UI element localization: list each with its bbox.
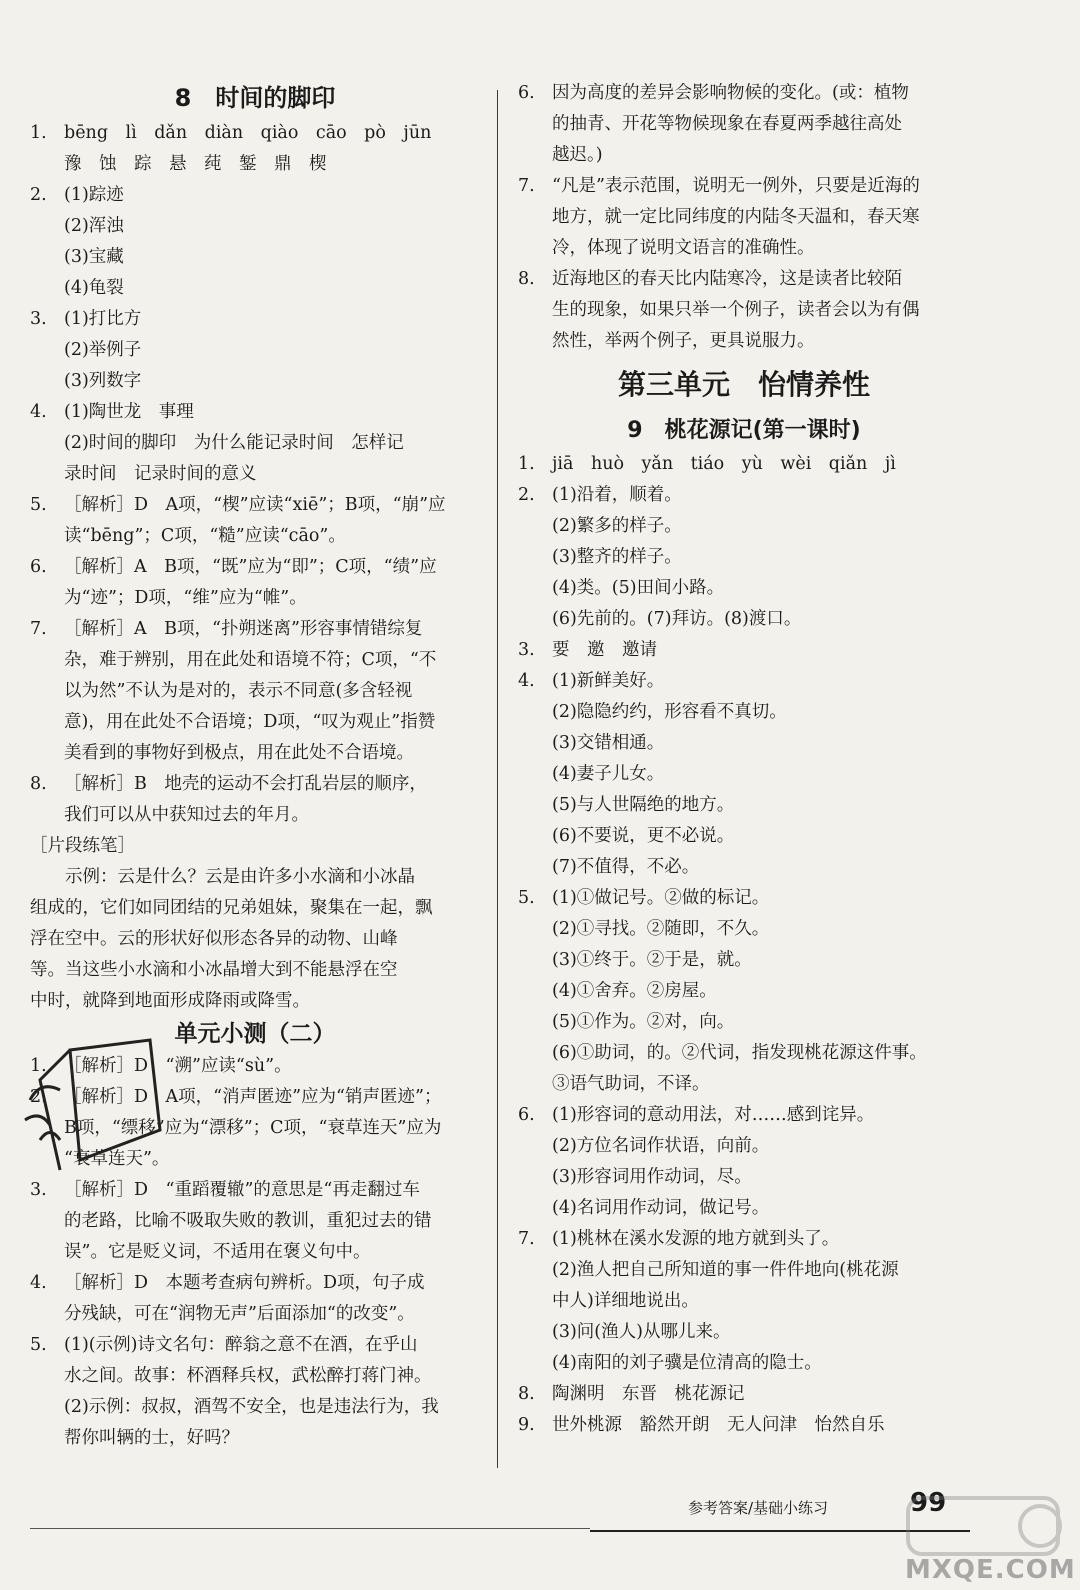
item-number: 2. <box>30 1087 47 1107</box>
answer-line <box>30 800 480 831</box>
answer-line <box>518 759 970 790</box>
answer-line <box>518 1193 970 1224</box>
answer-line <box>30 180 480 211</box>
item-number: 8. <box>518 1384 535 1404</box>
item-number: 1. <box>30 123 47 143</box>
answer-line <box>30 583 480 614</box>
answer-line <box>518 1069 970 1100</box>
paragraph-line: 组成的，它们如同团结的兄弟姐妹，聚集在一起，飘 <box>30 898 433 918</box>
answer-text: (6)先前的。(7)拜访。(8)渡口。 <box>552 609 802 629</box>
answer-line <box>518 295 970 326</box>
column-divider <box>497 90 498 1468</box>
item-number: 7. <box>518 1229 535 1249</box>
item-number: 9. <box>518 1415 535 1435</box>
answer-line <box>518 728 970 759</box>
answer-text: (1)沿着，顺着。 <box>552 485 682 505</box>
right-column <box>518 78 970 1441</box>
answer-text: 读“bēng”；C项，“糙”应读“cāo”。 <box>64 526 346 546</box>
answer-text: ［解析］D A项，“楔”应读“xiē”；B项，“崩”应 <box>64 495 446 515</box>
answer-line <box>30 769 480 800</box>
answer-text: 近海地区的春天比内陆寒冷，这是读者比较陌 <box>552 269 902 289</box>
answer-text: 以为然”不认为是对的，表示不同意(多含轻视 <box>64 681 413 701</box>
answer-text: 陶渊明 东晋 桃花源记 <box>552 1384 745 1404</box>
answer-text: ［解析］A B项，“扑朔迷离”形容事情错综复 <box>64 619 423 639</box>
item-number: 3. <box>30 1180 47 1200</box>
answer-line <box>30 490 480 521</box>
answer-line <box>30 521 480 552</box>
answer-line <box>518 480 970 511</box>
answer-line <box>518 821 970 852</box>
paragraph-line: 等。当这些小水滴和小冰晶增大到不能悬浮在空 <box>30 960 398 980</box>
lesson-9-title: 9 桃花源记(第一课时) <box>627 418 861 443</box>
answer-line <box>518 697 970 728</box>
answer-text: (6)不要说，更不必说。 <box>552 826 735 846</box>
answer-text: (3)形容词用作动词，尽。 <box>552 1167 752 1187</box>
answer-line <box>30 645 480 676</box>
answer-line <box>30 397 480 428</box>
answer-text: (2)方位名词作状语，向前。 <box>552 1136 770 1156</box>
answer-text: (1)打比方 <box>64 309 142 329</box>
answer-line <box>30 676 480 707</box>
item-number: 1. <box>518 454 535 474</box>
answer-line <box>30 1330 480 1361</box>
answer-line <box>30 335 480 366</box>
answer-line <box>518 1348 970 1379</box>
answer-text: 的抽青、开花等物候现象在春夏两季越往高处 <box>552 114 902 134</box>
answer-text: 录时间 记录时间的意义 <box>64 464 257 484</box>
lesson-9-answers <box>518 449 970 1441</box>
answer-line <box>30 149 480 180</box>
answer-text: (3)列数字 <box>64 371 142 391</box>
answer-line <box>518 1379 970 1410</box>
answer-line <box>518 1255 970 1286</box>
answer-line <box>518 202 970 233</box>
item-number: 4. <box>518 671 535 691</box>
answer-text: ［解析］B 地壳的运动不会打乱岩层的顺序， <box>64 774 427 794</box>
example-paragraph <box>30 862 480 1017</box>
answer-text: “衰草连天”。 <box>64 1149 170 1169</box>
answer-text: 然性，举两个例子，更具说服力。 <box>552 331 815 351</box>
answer-line <box>30 1268 480 1299</box>
item-number: 3. <box>518 640 535 660</box>
answer-line <box>30 366 480 397</box>
answer-line <box>518 1286 970 1317</box>
answer-line <box>30 118 480 149</box>
answer-text: ［解析］D “溯”应读“sù”。 <box>64 1056 292 1076</box>
item-number: 6. <box>518 83 535 103</box>
answer-line <box>518 1038 970 1069</box>
answer-text: 美看到的事物好到极点，用在此处不合语境。 <box>64 743 414 763</box>
answer-text: (2)时间的脚印 为什么能记录时间 怎样记 <box>64 433 404 453</box>
answer-text: 豫 蚀 踪 悬 莼 錾 鼎 楔 <box>64 154 327 174</box>
answer-text: jiā huò yǎn tiáo yù wèi qiǎn jì <box>552 454 896 474</box>
answer-text: (4)①舍弃。②房屋。 <box>552 981 717 1001</box>
item-number: 5. <box>30 495 47 515</box>
answer-text: (1)新鲜美好。 <box>552 671 665 691</box>
answer-text: (2)举例子 <box>64 340 142 360</box>
answer-text: 为“迹”；D项，“维”应为“帷”。 <box>64 588 307 608</box>
answer-line <box>30 1361 480 1392</box>
unit-3-title: 第三单元 怡情养性 <box>617 368 870 401</box>
answer-line <box>518 78 970 109</box>
answer-text: 世外桃源 豁然开朗 无人问津 怡然自乐 <box>552 1415 885 1435</box>
answer-text: 意)，用在此处不合语境；D项，“叹为观止”指赞 <box>64 712 436 732</box>
item-number: 7. <box>518 176 535 196</box>
answer-text: (6)①助词，的。②代词，指发现桃花源这件事。 <box>552 1043 927 1063</box>
item-number: 4. <box>30 402 47 422</box>
answer-line <box>30 1392 480 1423</box>
answer-text: 地方，就一定比同纬度的内陆冬天温和，春天寒 <box>552 207 920 227</box>
lesson-8-title: 8 时间的脚印 <box>174 84 336 112</box>
answer-line <box>30 614 480 645</box>
answer-line <box>518 109 970 140</box>
paragraph-line: 中时，就降到地面形成降雨或降雪。 <box>30 991 310 1011</box>
answer-text: (2)浑浊 <box>64 216 124 236</box>
answer-line <box>518 171 970 202</box>
answer-text: (5)①作为。②对，向。 <box>552 1012 735 1032</box>
answer-text: ［解析］A B项，“既”应为“即”；C项，“绩”应 <box>64 557 437 577</box>
answer-line <box>30 273 480 304</box>
answer-line <box>30 1206 480 1237</box>
item-number: 4. <box>30 1273 47 1293</box>
paragraph-line: 示例：云是什么？云是由许多小水滴和小冰晶 <box>30 867 415 887</box>
answer-line <box>518 1410 970 1441</box>
answer-line <box>30 707 480 738</box>
answer-line <box>518 1131 970 1162</box>
answer-text: (1)桃林在溪水发源的地方就到头了。 <box>552 1229 840 1249</box>
item-number: 6. <box>518 1105 535 1125</box>
answer-text: ［解析］D 本题考查病句辨析。D项，句子成 <box>64 1273 425 1293</box>
answer-line <box>30 738 480 769</box>
item-number: 8. <box>30 774 47 794</box>
paragraph-line: 浮在空中。云的形状好似形态各异的动物、山峰 <box>30 929 398 949</box>
continued-answers <box>518 78 970 357</box>
answer-line <box>30 459 480 490</box>
answer-text: 因为高度的差异会影响物候的变化。(或：植物 <box>552 83 909 103</box>
answer-text: (7)不值得，不必。 <box>552 857 700 877</box>
answer-text: (1)踪迹 <box>64 185 124 205</box>
item-number: 7. <box>30 619 47 639</box>
answer-text: (4)妻子儿女。 <box>552 764 665 784</box>
answer-line <box>518 883 970 914</box>
answer-text: (4)名词用作动词，做记号。 <box>552 1198 770 1218</box>
answer-line <box>518 542 970 573</box>
answer-line <box>30 552 480 583</box>
answer-line <box>518 233 970 264</box>
answer-text: 水之间。故事：杯酒释兵权，武松醉打蒋门神。 <box>64 1366 432 1386</box>
answer-line <box>518 945 970 976</box>
answer-text: (1)①做记号。②做的标记。 <box>552 888 770 908</box>
answer-text: (2)示例：叔叔，酒驾不安全，也是违法行为，我 <box>64 1397 439 1417</box>
answer-line <box>518 1162 970 1193</box>
answer-line <box>518 326 970 357</box>
answer-text: 生的现象，如果只举一个例子，读者会以为有偶 <box>552 300 920 320</box>
answer-text: ③语气助词，不译。 <box>552 1074 710 1094</box>
answer-text: (4)类。(5)田间小路。 <box>552 578 725 598</box>
item-number: 3. <box>30 309 47 329</box>
answer-line <box>30 211 480 242</box>
answer-text: 帮你叫辆的士，好吗？ <box>64 1428 239 1448</box>
answer-line <box>518 1100 970 1131</box>
answer-line <box>518 914 970 945</box>
answer-line <box>518 852 970 883</box>
answer-text: bēng lì dǎn diàn qiào cāo pò jūn <box>64 123 432 143</box>
answer-line <box>30 1423 480 1454</box>
answer-text: (3)问(渔人)从哪儿来。 <box>552 1322 731 1342</box>
left-column <box>30 78 480 1454</box>
page-number: 99 <box>910 1488 947 1518</box>
answer-line <box>518 449 970 480</box>
answer-line <box>518 140 970 171</box>
answer-text: 冷，体现了说明文语言的准确性。 <box>552 238 815 258</box>
answer-text: “凡是”表示范围，说明无一例外，只要是近海的 <box>552 176 920 196</box>
unit-test-title: 单元小测（二） <box>174 1021 336 1047</box>
answer-line <box>30 428 480 459</box>
answer-text: (1)形容词的意动用法，对……感到诧异。 <box>552 1105 875 1125</box>
answer-text: 分残缺，可在“润物无声”后面添加“的改变”。 <box>64 1304 415 1324</box>
answer-text: 中人)详细地说出。 <box>552 1291 699 1311</box>
answer-line <box>518 635 970 666</box>
item-number: 6. <box>30 557 47 577</box>
answer-text: (2)繁多的样子。 <box>552 516 682 536</box>
answer-text: (1)(示例)诗文名句：醉翁之意不在酒，在乎山 <box>64 1335 418 1355</box>
answer-text: (1)陶世龙 事理 <box>64 402 194 422</box>
item-number: 5. <box>518 888 535 908</box>
answer-line <box>518 790 970 821</box>
answer-line <box>30 1237 480 1268</box>
answer-text: (2)隐隐约约，形容看不真切。 <box>552 702 787 722</box>
lesson-8-answers <box>30 118 480 831</box>
stamp-mark <box>10 1020 180 1180</box>
footer-caption: 参考答案/基础小练习 <box>688 1499 829 1517</box>
answer-line <box>30 1299 480 1330</box>
answer-line <box>30 242 480 273</box>
footer-rule <box>30 1528 590 1529</box>
answer-text: 误”。它是贬义词，不适用在褒义句中。 <box>64 1242 371 1262</box>
answer-line <box>518 573 970 604</box>
answer-text: (5)与人世隔绝的地方。 <box>552 795 735 815</box>
answer-line <box>518 976 970 1007</box>
answer-text: 要 邀 邀请 <box>552 640 657 660</box>
answer-line <box>518 666 970 697</box>
answer-text: B项，“缥移”应为“漂移”；C项，“衰草连天”应为 <box>64 1118 442 1138</box>
answer-line <box>518 604 970 635</box>
answer-text: 我们可以从中获知过去的年月。 <box>64 805 309 825</box>
answer-line <box>518 1007 970 1038</box>
item-number: 1. <box>30 1056 47 1076</box>
answer-text: (3)①终于。②于是，就。 <box>552 950 752 970</box>
watermark-text: MXQE.COM <box>905 1555 1076 1585</box>
answer-text: 的老路，比喻不吸取失败的教训，重犯过去的错 <box>64 1211 432 1231</box>
answer-text: (2)①寻找。②随即，不久。 <box>552 919 770 939</box>
item-number: 2. <box>30 185 47 205</box>
answer-text: (3)交错相通。 <box>552 733 665 753</box>
item-number: 5. <box>30 1335 47 1355</box>
section-label: ［片段练笔］ <box>30 836 135 856</box>
answer-line <box>518 1317 970 1348</box>
answer-line <box>30 304 480 335</box>
item-number: 2. <box>518 485 535 505</box>
answer-line <box>518 511 970 542</box>
answer-text: (4)南阳的刘子骥是位清高的隐士。 <box>552 1353 822 1373</box>
answer-text: (2)渔人把自己所知道的事一件件地向(桃花源 <box>552 1260 899 1280</box>
answer-text: ［解析］D “重蹈覆辙”的意思是“再走翻过车 <box>64 1180 420 1200</box>
answer-text: (3)宝藏 <box>64 247 124 267</box>
answer-text: ［解析］D A项，“消声匿迹”应为“销声匿迹”； <box>64 1087 442 1107</box>
answer-line <box>518 1224 970 1255</box>
answer-line <box>518 264 970 295</box>
answer-text: (3)整齐的样子。 <box>552 547 682 567</box>
answer-text: 杂，难于辨别，用在此处和语境不符；C项，“不 <box>64 650 437 670</box>
answer-text: 越迟。) <box>552 145 603 165</box>
item-number: 8. <box>518 269 535 289</box>
answer-text: (4)龟裂 <box>64 278 124 298</box>
